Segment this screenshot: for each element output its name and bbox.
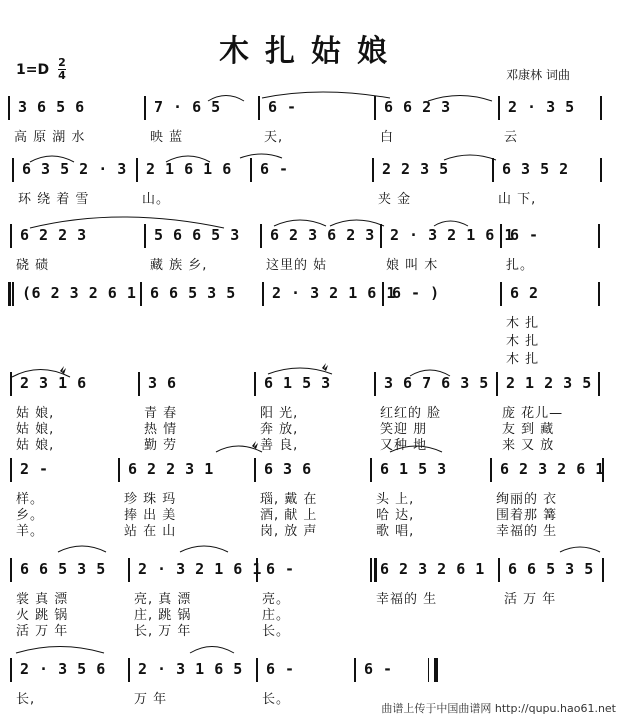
lyric-text: 奔 放, — [260, 422, 299, 437]
lyric-text: 长。 — [262, 624, 291, 639]
lyric-text: 酒, 献 上 — [260, 508, 318, 523]
lyric-text: 善 良, — [260, 438, 299, 453]
lyric-text: 娘 叫 木 — [386, 258, 439, 273]
bar-line — [490, 458, 492, 482]
bar-line — [496, 372, 498, 396]
bar-line — [250, 158, 252, 182]
score-system — [0, 372, 622, 452]
score-system — [0, 282, 622, 368]
lyric-text: 姑 娘, — [16, 422, 55, 437]
measure-notes: 3 6 7 6 3 5 — [384, 374, 489, 392]
bar-line — [136, 158, 138, 182]
bar-line — [374, 558, 377, 582]
lyric-text: 这里的 姑 — [266, 258, 328, 273]
lyric-text: 珍 珠 玛 — [124, 492, 177, 507]
measure-notes: 2 1 2 3 5 — [506, 374, 592, 392]
bar-line — [8, 282, 11, 306]
score-system — [0, 558, 622, 638]
measure-notes: 6 - — [266, 560, 295, 578]
bar-line — [600, 96, 602, 120]
lyric-text: 瑙, 戴 在 — [260, 492, 318, 507]
bar-line — [128, 558, 130, 582]
measure-notes: 6 - ) — [392, 284, 440, 302]
measure-notes: 6 3 6 — [264, 460, 312, 478]
lyric-text: 又种 地 — [380, 438, 428, 453]
lyric-text: 长。 — [262, 692, 291, 707]
lyric-text: 白 — [380, 130, 395, 145]
lyric-text: 木 扎 — [506, 316, 540, 331]
measure-notes: 2 3 1 6 — [20, 374, 87, 392]
bar-line — [118, 458, 120, 482]
measure-notes: 6 3 5 2 · 3 — [22, 160, 127, 178]
bar-line — [500, 282, 502, 306]
time-signature — [58, 58, 66, 81]
bar-line — [262, 282, 264, 306]
lyric-text: 活 万 年 — [504, 592, 557, 607]
bar-line — [434, 658, 438, 682]
bar-line — [498, 558, 500, 582]
lyric-text: 裳 真 漂 — [16, 592, 69, 607]
measure-notes: 6 - — [266, 660, 295, 678]
bar-line — [372, 158, 374, 182]
bar-line — [380, 224, 382, 248]
bar-line — [598, 282, 600, 306]
lyric-text: 样。 — [16, 492, 45, 507]
lyric-text: 夹 金 — [378, 192, 412, 207]
lyric-text: 天, — [264, 130, 284, 145]
bar-line — [8, 96, 10, 120]
score-system — [0, 96, 622, 146]
measure-notes: 2 · 3 2 1 6 1 — [390, 226, 514, 244]
measure-notes: 6 1 5 3 — [264, 374, 331, 392]
lyric-text: 站 在 山 — [124, 524, 177, 539]
author-credit: 邓康林 词曲 — [506, 68, 570, 82]
measure-notes: 6 - — [364, 660, 393, 678]
bar-line — [10, 372, 12, 396]
lyric-text: 庄, 跳 锅 — [134, 608, 192, 623]
bar-line — [354, 658, 356, 682]
measure-notes: 2 · 3 2 1 6 1 — [138, 560, 262, 578]
bar-line — [254, 458, 256, 482]
measure-notes: 2 · 3 5 — [508, 98, 575, 116]
lyric-text: 友 到 藏 — [502, 422, 555, 437]
lyric-text: 庄。 — [262, 608, 291, 623]
lyric-text: 姑 娘, — [16, 406, 55, 421]
measure-notes: 6 6 5 3 5 — [508, 560, 594, 578]
lyric-text: 长, — [16, 692, 36, 707]
bar-line — [258, 96, 260, 120]
lyric-text: 姑 娘, — [16, 438, 55, 453]
measure-notes: 7 · 6 5 — [154, 98, 221, 116]
measure-notes: 6 2 — [510, 284, 539, 302]
score-system — [0, 158, 622, 208]
lyric-text: 扎。 — [506, 258, 535, 273]
measure-notes: (6 2 3 2 6 1 — [22, 284, 137, 302]
measure-notes: 6 - — [510, 226, 539, 244]
lyric-text: 云 — [504, 130, 519, 145]
bar-line — [12, 158, 14, 182]
bar-line — [598, 224, 600, 248]
measure-notes: 5 6 6 5 3 — [154, 226, 240, 244]
lyric-text: 幸福的 生 — [376, 592, 438, 607]
score-system — [0, 224, 622, 274]
measure-notes: 2 · 3 1 6 5 — [138, 660, 243, 678]
song-title: 木扎姑娘 — [219, 34, 403, 69]
lyric-text: 山 下, — [498, 192, 537, 207]
lyric-text: 万 年 — [134, 692, 168, 707]
bar-line — [370, 558, 372, 582]
lyric-text: 木 扎 — [506, 334, 540, 349]
bar-line — [256, 658, 258, 682]
lyric-text: 环 绕 着 雪 — [18, 192, 90, 207]
measure-notes: 6 2 3 2 6 1 — [500, 460, 605, 478]
meter-top: 2 — [58, 56, 66, 69]
measure-notes: 6 1 5 3 — [380, 460, 447, 478]
bar-line — [12, 282, 14, 306]
lyric-text: 勤 劳 — [144, 438, 178, 453]
measure-notes: 6 6 5 3 5 — [20, 560, 106, 578]
site-footer: 曲谱上传于中国曲谱网 http://qupu.hao61.net — [381, 702, 616, 715]
bar-line — [128, 658, 130, 682]
measure-notes: 6 2 2 3 1 — [128, 460, 214, 478]
lyric-text: 映 蓝 — [150, 130, 184, 145]
score-system — [0, 458, 622, 538]
meter-bottom: 4 — [58, 69, 66, 82]
lyric-text: 羊。 — [16, 524, 45, 539]
lyric-text: 歌 唱, — [376, 524, 415, 539]
bar-line — [10, 458, 12, 482]
lyric-text: 来 又 放 — [502, 438, 555, 453]
lyric-text: 高 原 湖 水 — [14, 130, 86, 145]
lyric-text: 亮。 — [262, 592, 291, 607]
measure-notes: 6 6 2 3 — [384, 98, 451, 116]
measure-notes: 3 6 — [148, 374, 177, 392]
measure-notes: 6 2 2 3 — [20, 226, 87, 244]
bar-line — [144, 96, 146, 120]
measure-notes: 2 · 3 2 1 6 1 — [272, 284, 396, 302]
lyric-text: 庞 花儿— — [502, 406, 564, 421]
lyric-text: 长, 万 年 — [134, 624, 192, 639]
bar-line — [260, 224, 262, 248]
lyric-text: 阳 光, — [260, 406, 299, 421]
lyric-text: 木 扎 — [506, 352, 540, 367]
bar-line — [602, 558, 604, 582]
key-signature: 1=D — [16, 62, 50, 78]
measure-notes: 2 · 3 5 6 — [20, 660, 106, 678]
measure-notes: 6 2 3 6 2 3 — [270, 226, 375, 244]
lyric-text: 青 春 — [144, 406, 178, 421]
lyric-text: 绚丽的 衣 — [496, 492, 558, 507]
bar-line — [498, 96, 500, 120]
lyric-text: 藏 族 乡, — [150, 258, 208, 273]
measure-notes: 6 3 5 2 — [502, 160, 569, 178]
bar-line — [374, 372, 376, 396]
bar-line — [598, 372, 600, 396]
bar-line — [10, 224, 12, 248]
measure-notes: 2 1 6 1 6 — [146, 160, 232, 178]
lyric-text: 哈 达, — [376, 508, 415, 523]
measure-notes: 2 - — [20, 460, 49, 478]
lyric-text: 幸福的 生 — [496, 524, 558, 539]
measure-notes: 2 2 3 5 — [382, 160, 449, 178]
bar-line — [428, 658, 429, 682]
lyric-text: 山。 — [142, 192, 171, 207]
lyric-text: 捧 出 美 — [124, 508, 177, 523]
lyric-text: 亮, 真 漂 — [134, 592, 192, 607]
lyric-text: 硗 碛 — [16, 258, 50, 273]
bar-line — [374, 96, 376, 120]
bar-line — [10, 658, 12, 682]
bar-line — [492, 158, 494, 182]
measure-notes: 6 - — [268, 98, 297, 116]
lyric-text: 红红的 脸 — [380, 406, 442, 421]
lyric-text: 笑迎 朋 — [380, 422, 428, 437]
lyric-text: 头 上, — [376, 492, 415, 507]
bar-line — [600, 158, 602, 182]
bar-line — [138, 372, 140, 396]
measure-notes: 6 2 3 2 6 1 — [380, 560, 485, 578]
lyric-text: 活 万 年 — [16, 624, 69, 639]
lyric-text: 岗, 放 声 — [260, 524, 318, 539]
bar-line — [144, 224, 146, 248]
bar-line — [370, 458, 372, 482]
lyric-text: 火 跳 锅 — [16, 608, 69, 623]
bar-line — [10, 558, 12, 582]
bar-line — [254, 372, 256, 396]
lyric-text: 围着那 篝 — [496, 508, 558, 523]
bar-line — [140, 282, 142, 306]
lyric-text: 乡。 — [16, 508, 45, 523]
measure-notes: 3 6 5 6 — [18, 98, 85, 116]
measure-notes: 6 6 5 3 5 — [150, 284, 236, 302]
lyric-text: 热 情 — [144, 422, 178, 437]
score-system — [0, 658, 622, 706]
measure-notes: 6 - — [260, 160, 289, 178]
